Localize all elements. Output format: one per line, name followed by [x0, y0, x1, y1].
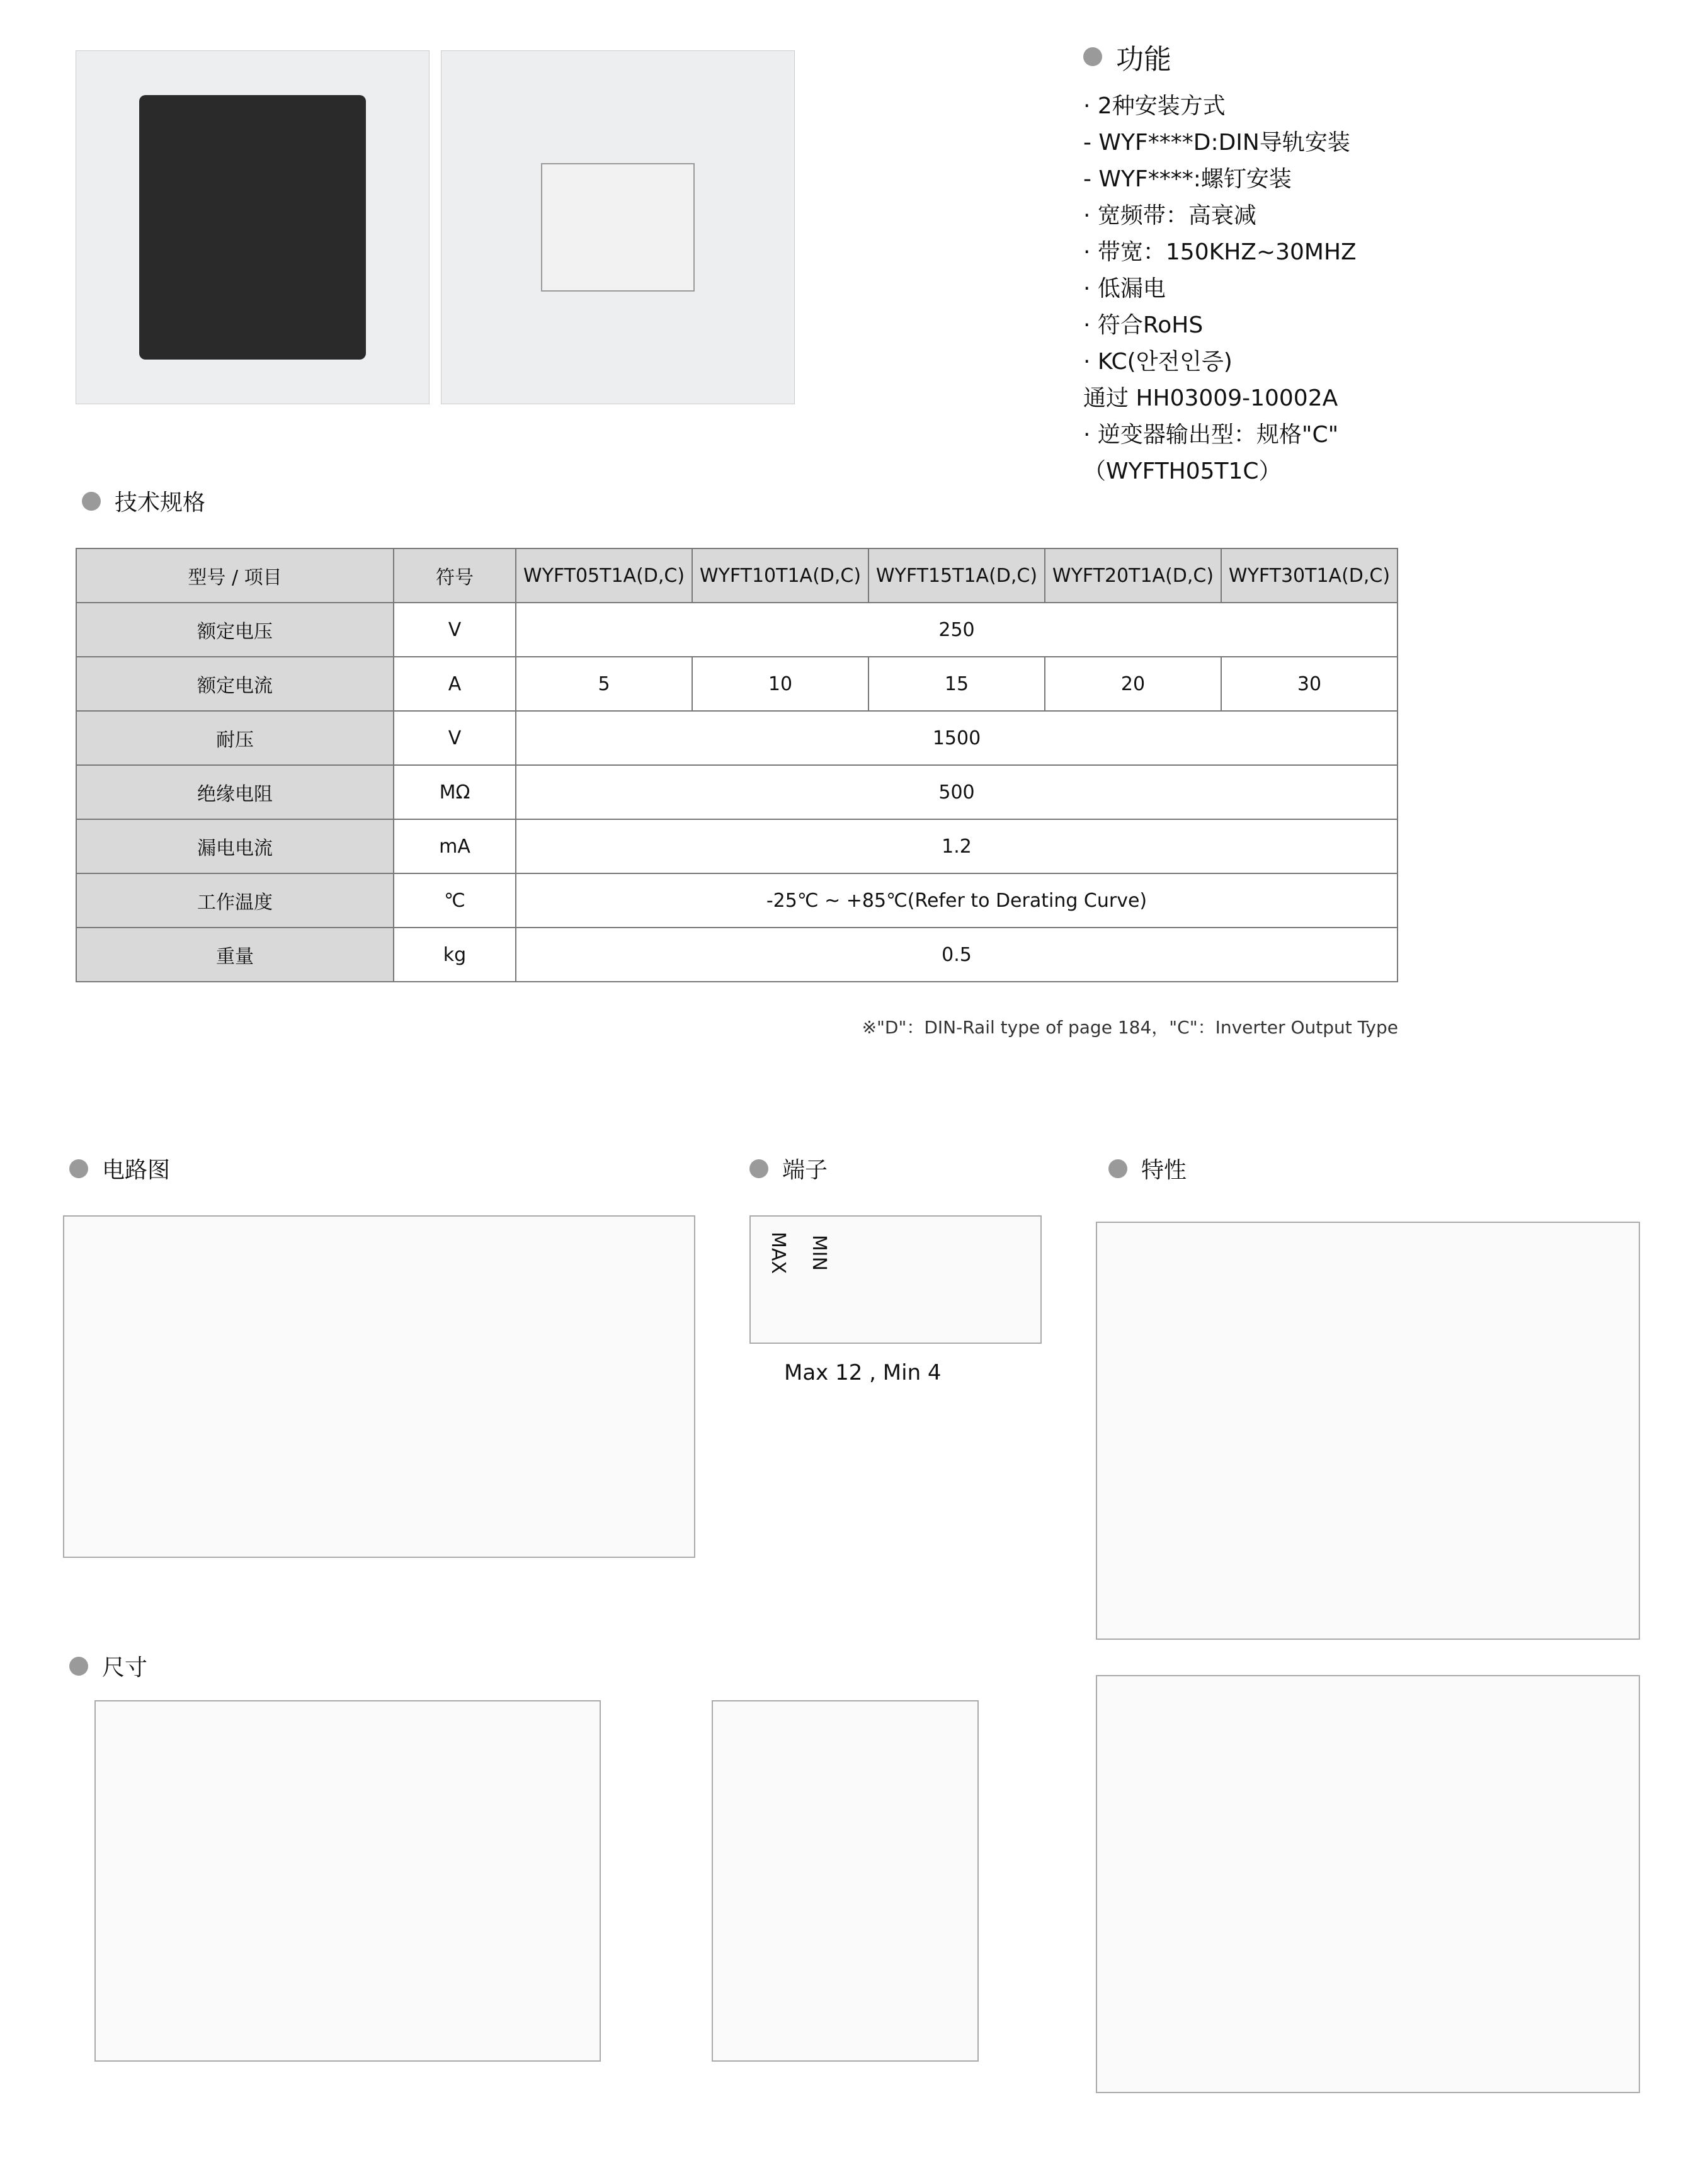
spec-table [76, 548, 1398, 982]
symbol-header: 符号 [394, 548, 516, 603]
row-value: 1.2 [516, 819, 1398, 873]
terminal-heading [749, 1152, 828, 1184]
header-item-label: 项目 [244, 567, 282, 589]
table-row [76, 657, 1398, 711]
row-label: 绝缘电阻 [76, 765, 394, 819]
table-row [76, 819, 1398, 873]
row-label: 额定电流 [76, 657, 394, 711]
row-symbol: MΩ [394, 765, 516, 819]
row-value: 5 [516, 657, 692, 711]
table-row [76, 603, 1398, 657]
model-header: WYFT30T1A(D,C) [1221, 548, 1398, 603]
feature-item: · 带宽：150KHZ~30MHZ [1083, 239, 1357, 265]
terminal-min-label: MIN [808, 1234, 831, 1271]
table-row [76, 873, 1398, 928]
row-symbol: V [394, 603, 516, 657]
row-value: 20 [1045, 657, 1221, 711]
feature-item: - WYF****D:DIN导轨安装 [1083, 130, 1350, 156]
feature-item: · 2种安装方式 [1083, 93, 1226, 119]
model-header: WYFT15T1A(D,C) [868, 548, 1045, 603]
chart-placeholder-30 [1096, 1675, 1640, 2093]
feature-item: （WYFTH05T1C） [1083, 458, 1282, 484]
characteristics-title: 特性 [1141, 1157, 1187, 1183]
model-header: WYFT20T1A(D,C) [1045, 548, 1221, 603]
bullet-dot-icon [749, 1159, 768, 1178]
bullet-dot-icon [1108, 1159, 1127, 1178]
row-label: 耐压 [76, 711, 394, 765]
feature-item: · 低漏电 [1083, 276, 1166, 302]
bullet-dot-icon [69, 1159, 88, 1178]
filter-label-image [541, 163, 695, 292]
row-value: 1500 [516, 711, 1398, 765]
terminal-diagram-placeholder [749, 1215, 1042, 1344]
bullet-dot-icon [82, 492, 101, 511]
row-symbol: V [394, 711, 516, 765]
features-list [1083, 88, 1650, 490]
terminal-note: Max 12 , Min 4 [784, 1360, 942, 1385]
filter-device-image [139, 95, 366, 360]
row-value: 250 [516, 603, 1398, 657]
spec-header-row [76, 548, 1398, 603]
spec-heading [82, 485, 205, 517]
row-symbol: kg [394, 928, 516, 982]
feature-item: - WYF****:螺钉安装 [1083, 166, 1292, 192]
table-row [76, 765, 1398, 819]
top-view-drawing-placeholder [94, 1700, 601, 2062]
features-heading [1083, 37, 1171, 77]
spec-note: ※"D"：DIN-Rail type of page 184，"C"：Inverter Output Type [862, 1017, 1398, 1038]
terminal-title: 端子 [782, 1157, 828, 1183]
row-symbol: A [394, 657, 516, 711]
feature-item: 通过 HH03009-10002A [1083, 385, 1338, 411]
chart-placeholder-05 [1096, 1222, 1640, 1640]
characteristics-heading [1108, 1152, 1187, 1184]
table-row [76, 928, 1398, 982]
header-model-label: 型号 [188, 567, 226, 589]
row-label: 额定电压 [76, 603, 394, 657]
row-label: 漏电电流 [76, 819, 394, 873]
dimensions-title: 尺寸 [102, 1655, 148, 1681]
row-value: 500 [516, 765, 1398, 819]
item-model-header: 型号 / 项目 [76, 548, 394, 603]
row-symbol: mA [394, 819, 516, 873]
feature-item: · 符合RoHS [1083, 312, 1204, 338]
row-value: 15 [868, 657, 1045, 711]
product-photo-din-type [441, 50, 795, 404]
bullet-dot-icon [69, 1657, 88, 1676]
table-row [76, 711, 1398, 765]
circuit-title: 电路图 [102, 1157, 171, 1183]
model-header: WYFT05T1A(D,C) [516, 548, 692, 603]
side-view-drawing-placeholder [712, 1700, 979, 2062]
feature-item: · KC(안전인증) [1083, 349, 1233, 375]
feature-item: · 逆变器输出型：规格"C" [1083, 422, 1339, 448]
circuit-diagram-placeholder [63, 1215, 695, 1558]
row-value: 0.5 [516, 928, 1398, 982]
row-value: -25℃ ~ +85℃(Refer to Derating Curve) [516, 873, 1398, 928]
dimensions-heading [69, 1650, 147, 1682]
row-label: 重量 [76, 928, 394, 982]
features-title: 功能 [1116, 43, 1171, 76]
row-label: 工作温度 [76, 873, 394, 928]
row-value: 30 [1221, 657, 1398, 711]
product-photo-screw-type [76, 50, 430, 404]
model-header: WYFT10T1A(D,C) [692, 548, 868, 603]
row-symbol: ℃ [394, 873, 516, 928]
feature-item: · 宽频带：高衰减 [1083, 203, 1256, 229]
bullet-dot-icon [1083, 47, 1102, 66]
row-value: 10 [692, 657, 868, 711]
spec-title: 技术规格 [115, 490, 206, 516]
circuit-heading [69, 1152, 170, 1184]
terminal-max-label: MAX [766, 1232, 789, 1274]
